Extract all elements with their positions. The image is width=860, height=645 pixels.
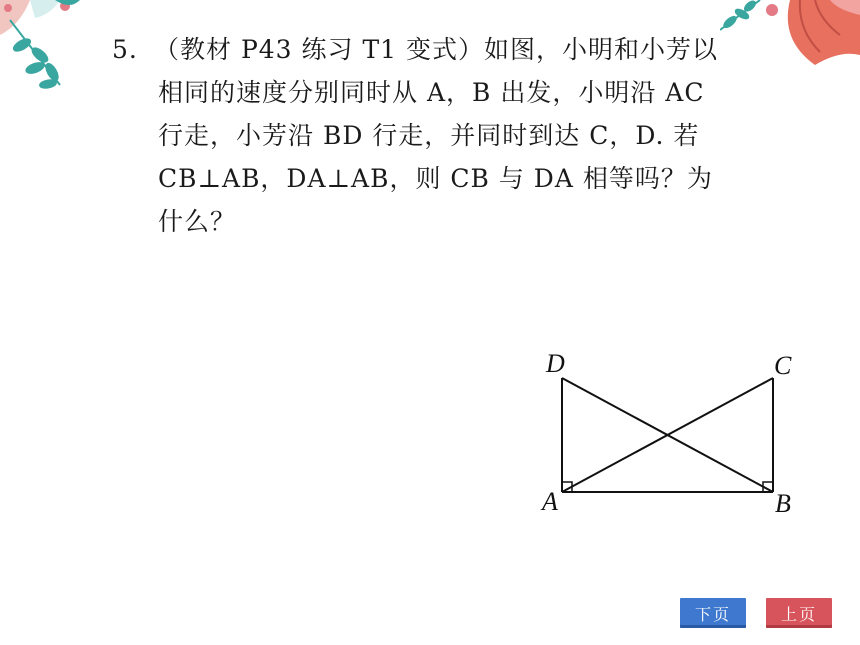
previous-page-button[interactable]: 上页 xyxy=(766,598,832,628)
corner-leaves-decoration xyxy=(0,0,110,90)
geometry-figure xyxy=(535,345,805,525)
label-B: B xyxy=(775,489,791,518)
problem-line-1: 5. （教材 P43 练习 T1 变式）如图，小明和小芳以 xyxy=(112,28,742,71)
problem-statement xyxy=(112,28,742,243)
label-D: D xyxy=(546,349,565,378)
label-A: A xyxy=(542,487,558,516)
label-C: C xyxy=(774,351,792,380)
next-page-button[interactable]: 下页 xyxy=(680,598,746,628)
problem-line-5: 什么？ xyxy=(158,207,237,236)
problem-line-2: 相同的速度分别同时从 A，B 出发，小明沿 AC xyxy=(158,78,705,107)
problem-number: 5. xyxy=(112,35,138,64)
problem-line-3: 行走，小芳沿 BD 行走，并同时到达 C，D. 若 xyxy=(158,121,700,150)
problem-line-4: CB⊥AB，DA⊥AB，则 CB 与 DA 相等吗？为 xyxy=(158,164,713,193)
